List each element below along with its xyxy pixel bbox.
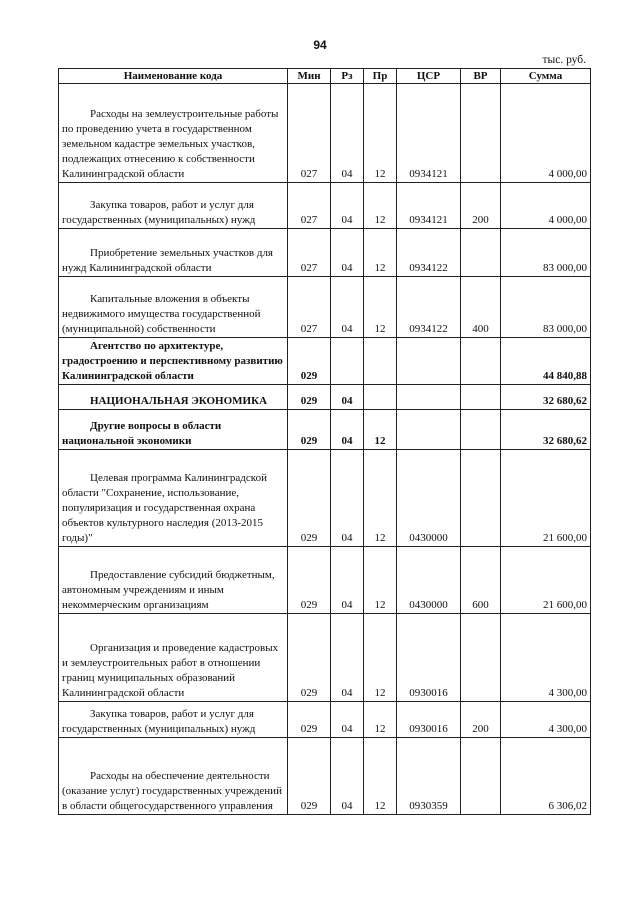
table-row (59, 450, 591, 547)
row-name (59, 183, 288, 229)
row-sum: 83 000,00 (501, 229, 591, 277)
row-min: 027 (288, 183, 331, 229)
units-label: тыс. руб. (542, 54, 586, 66)
row-rz: 04 (331, 738, 364, 815)
row-name-text: Другие вопросы в области национальной экономики (62, 420, 222, 447)
row-rz (331, 338, 364, 385)
row-sum: 4 000,00 (501, 84, 591, 183)
row-name-text: НАЦИОНАЛЬНАЯ ЭКОНОМИКА (90, 395, 268, 407)
row-pr: 12 (364, 702, 397, 738)
row-pr: 12 (364, 614, 397, 702)
row-name-text: Приобретение земельных участков для нужд Калининградской области (62, 247, 273, 274)
row-csr: 0934122 (397, 277, 461, 338)
row-sum: 83 000,00 (501, 277, 591, 338)
row-rz: 04 (331, 547, 364, 614)
row-name-text: Расходы на обеспечение деятельности (оказание услуг) государственных учреждений в области общегосударственного управления (62, 770, 282, 812)
header-min: Мин (288, 69, 331, 84)
row-name (59, 614, 288, 702)
row-vr (461, 614, 501, 702)
row-name (59, 410, 288, 450)
row-name-text: Расходы на землеустроительные работы по проведению учета в государственном земельном кадастре земельных участков, подлежащих отнесению к собственности Калининградской области (62, 108, 279, 180)
budget-table (58, 68, 591, 815)
row-vr (461, 229, 501, 277)
row-vr (461, 738, 501, 815)
row-sum: 32 680,62 (501, 385, 591, 410)
row-name-text: Организация и проведение кадастровых и землеустроительных работ в отношении границ муниципальных образований Калининградской области (62, 642, 279, 699)
row-csr: 0430000 (397, 547, 461, 614)
row-min: 029 (288, 385, 331, 410)
row-csr: 0930359 (397, 738, 461, 815)
table-row (59, 385, 591, 410)
row-min: 027 (288, 84, 331, 183)
row-vr (461, 410, 501, 450)
row-pr: 12 (364, 738, 397, 815)
row-name-text: Закупка товаров, работ и услуг для государственных (муниципальных) нужд (62, 708, 256, 735)
row-name-text: Закупка товаров, работ и услуг для государственных (муниципальных) нужд (62, 199, 256, 226)
row-name (59, 338, 288, 385)
row-csr (397, 410, 461, 450)
table-header-row (59, 69, 591, 84)
row-csr: 0934121 (397, 183, 461, 229)
header-name: Наименование кода (59, 69, 288, 84)
header-csr: ЦСР (397, 69, 461, 84)
table-row (59, 614, 591, 702)
row-sum: 32 680,62 (501, 410, 591, 450)
table-body (59, 84, 591, 815)
row-min: 029 (288, 614, 331, 702)
row-rz: 04 (331, 385, 364, 410)
row-csr: 0934121 (397, 84, 461, 183)
row-vr (461, 450, 501, 547)
row-min: 027 (288, 277, 331, 338)
row-vr (461, 385, 501, 410)
row-min: 029 (288, 450, 331, 547)
row-name (59, 547, 288, 614)
row-sum: 4 300,00 (501, 614, 591, 702)
row-name (59, 277, 288, 338)
table-row (59, 547, 591, 614)
row-name-text: Целевая программа Калининградской области "Сохранение, использование, популяризация и государственная охрана объектов культурного наследия (2013-2015 годы)" (62, 472, 267, 544)
row-min: 029 (288, 338, 331, 385)
row-sum: 44 840,88 (501, 338, 591, 385)
header-pr: Пр (364, 69, 397, 84)
row-vr: 200 (461, 702, 501, 738)
row-vr: 200 (461, 183, 501, 229)
row-csr: 0930016 (397, 614, 461, 702)
row-pr: 12 (364, 410, 397, 450)
row-pr (364, 338, 397, 385)
row-rz: 04 (331, 277, 364, 338)
row-pr: 12 (364, 183, 397, 229)
table-row (59, 84, 591, 183)
page-number: 94 (313, 38, 327, 52)
table-row (59, 338, 591, 385)
row-min: 029 (288, 738, 331, 815)
table-row (59, 738, 591, 815)
row-name (59, 702, 288, 738)
row-pr: 12 (364, 277, 397, 338)
row-name (59, 450, 288, 547)
row-name-text: Предоставление субсидий бюджетным, автономным учреждениям и иным некоммерческим организациям (62, 569, 275, 611)
row-name-text: Капитальные вложения в объекты недвижимого имущества государственной (муниципальной) собственности (62, 293, 261, 335)
row-rz: 04 (331, 702, 364, 738)
row-pr: 12 (364, 84, 397, 183)
table-row (59, 229, 591, 277)
row-vr: 600 (461, 547, 501, 614)
row-pr: 12 (364, 450, 397, 547)
row-sum: 21 600,00 (501, 450, 591, 547)
row-csr: 0934122 (397, 229, 461, 277)
row-sum: 4 300,00 (501, 702, 591, 738)
row-csr (397, 385, 461, 410)
row-vr (461, 84, 501, 183)
header-vr: ВР (461, 69, 501, 84)
row-rz: 04 (331, 229, 364, 277)
table-row (59, 277, 591, 338)
row-vr: 400 (461, 277, 501, 338)
row-sum: 4 000,00 (501, 183, 591, 229)
row-csr: 0930016 (397, 702, 461, 738)
row-vr (461, 338, 501, 385)
row-name (59, 738, 288, 815)
row-rz: 04 (331, 450, 364, 547)
table-row (59, 410, 591, 450)
row-rz: 04 (331, 614, 364, 702)
row-name (59, 84, 288, 183)
row-pr: 12 (364, 547, 397, 614)
table-row (59, 183, 591, 229)
row-pr (364, 385, 397, 410)
row-rz: 04 (331, 410, 364, 450)
row-sum: 21 600,00 (501, 547, 591, 614)
row-rz: 04 (331, 183, 364, 229)
row-rz: 04 (331, 84, 364, 183)
row-name (59, 385, 288, 410)
row-sum: 6 306,02 (501, 738, 591, 815)
row-csr (397, 338, 461, 385)
row-min: 027 (288, 229, 331, 277)
header-rz: Рз (331, 69, 364, 84)
row-name-text: Агентство по архитектуре, градостроению и перспективному развитию Калининградской области (62, 340, 283, 382)
row-min: 029 (288, 702, 331, 738)
row-pr: 12 (364, 229, 397, 277)
row-csr: 0430000 (397, 450, 461, 547)
table-row (59, 702, 591, 738)
row-min: 029 (288, 547, 331, 614)
row-name (59, 229, 288, 277)
row-min: 029 (288, 410, 331, 450)
header-sum: Сумма (501, 69, 591, 84)
